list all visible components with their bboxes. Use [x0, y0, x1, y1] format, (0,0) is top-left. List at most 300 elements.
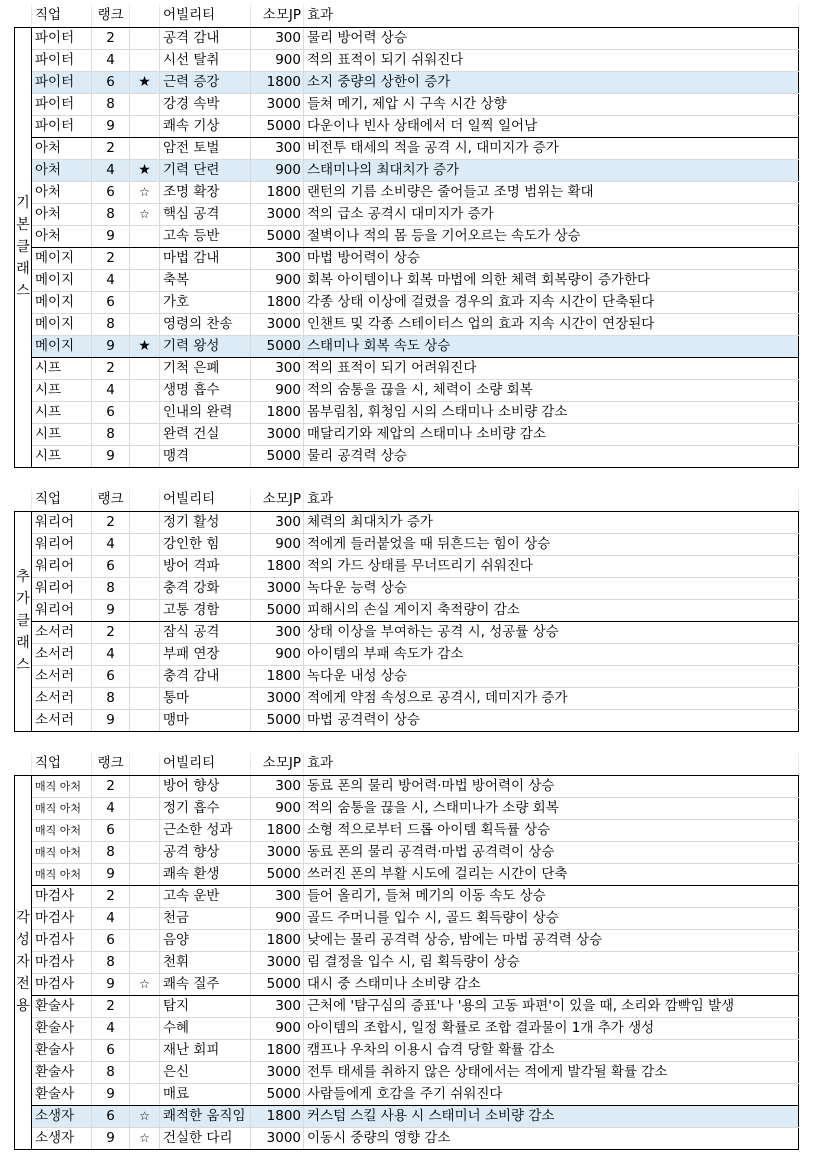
jp-cost-cell: 900 — [251, 533, 304, 555]
table-row — [15, 621, 799, 643]
header-blank — [15, 5, 32, 27]
star-cell — [130, 27, 160, 49]
star-cell — [130, 577, 160, 599]
rank-cell: 4 — [92, 643, 130, 665]
filled-star-icon: ★ — [130, 335, 160, 357]
rank-cell: 4 — [92, 797, 130, 819]
star-cell — [130, 269, 160, 291]
star-cell — [130, 313, 160, 335]
rank-cell: 9 — [92, 445, 130, 467]
star-cell — [130, 511, 160, 533]
rank-cell: 6 — [92, 819, 130, 841]
table-row — [15, 225, 799, 247]
ability-table — [14, 5, 799, 468]
jp-cost-cell: 300 — [251, 27, 304, 49]
rank-cell: 4 — [92, 533, 130, 555]
job-cell: 파이터 — [32, 93, 92, 115]
header-star — [130, 753, 160, 775]
job-cell: 매직 아처 — [32, 863, 92, 885]
hollow-star-icon: ☆ — [130, 1127, 160, 1149]
job-cell: 소서러 — [32, 687, 92, 709]
jp-cost-cell: 1800 — [251, 181, 304, 203]
jp-cost-cell: 900 — [251, 379, 304, 401]
job-cell: 아처 — [32, 137, 92, 159]
ability-cell: 공격 감내 — [160, 27, 251, 49]
ability-table — [14, 489, 799, 732]
header-job: 직업 — [32, 5, 92, 27]
rank-cell: 6 — [92, 291, 130, 313]
jp-cost-cell: 1800 — [251, 929, 304, 951]
star-cell — [130, 995, 160, 1017]
group-label-text: 추 가 클 래 스 — [16, 569, 30, 673]
job-cell: 아처 — [32, 225, 92, 247]
jp-cost-cell: 900 — [251, 797, 304, 819]
ability-cell: 핵심 공격 — [160, 203, 251, 225]
ability-cell: 축복 — [160, 269, 251, 291]
effect-cell: 몸부림침, 휘청임 시의 스태미나 소비량 감소 — [304, 401, 799, 423]
table-row — [15, 819, 799, 841]
job-cell: 시프 — [32, 401, 92, 423]
jp-cost-cell: 300 — [251, 511, 304, 533]
ability-cell: 마법 감내 — [160, 247, 251, 269]
rank-cell: 9 — [92, 1083, 130, 1105]
jp-cost-cell: 3000 — [251, 423, 304, 445]
jp-cost-cell: 3000 — [251, 577, 304, 599]
hollow-star-icon: ☆ — [130, 203, 160, 225]
job-cell: 워리어 — [32, 555, 92, 577]
star-cell — [130, 555, 160, 577]
header-effect: 효과 — [304, 753, 799, 775]
effect-cell: 전투 태세를 취하지 않은 상태에서는 적에게 발각될 확률 감소 — [304, 1061, 799, 1083]
star-cell — [130, 93, 160, 115]
job-cell: 워리어 — [32, 533, 92, 555]
star-cell — [130, 841, 160, 863]
jp-cost-cell: 900 — [251, 269, 304, 291]
ability-cell: 쾌속 질주 — [160, 973, 251, 995]
header-rank: 랭크 — [92, 753, 130, 775]
star-cell — [130, 709, 160, 731]
table-row — [15, 445, 799, 467]
table-row — [15, 115, 799, 137]
effect-cell: 적에게 들러붙었을 때 뒤흔드는 힘이 상승 — [304, 533, 799, 555]
star-cell — [130, 137, 160, 159]
ability-cell: 조명 확장 — [160, 181, 251, 203]
effect-cell: 근처에 '탐구심의 증표'나 '용의 고동 파편'이 있을 때, 소리와 깜빡임 발생 — [304, 995, 799, 1017]
ability-cell: 은신 — [160, 1061, 251, 1083]
header-jp: 소모JP — [251, 753, 304, 775]
jp-cost-cell: 900 — [251, 159, 304, 181]
rank-cell: 8 — [92, 687, 130, 709]
star-cell — [130, 797, 160, 819]
table-row — [15, 511, 799, 533]
job-cell: 환술사 — [32, 1017, 92, 1039]
rank-cell: 6 — [92, 401, 130, 423]
jp-cost-cell: 5000 — [251, 335, 304, 357]
rank-cell: 2 — [92, 137, 130, 159]
effect-cell: 피해시의 손실 게이지 축적량이 감소 — [304, 599, 799, 621]
rank-cell: 4 — [92, 907, 130, 929]
header-row — [15, 5, 799, 27]
job-cell: 마검사 — [32, 907, 92, 929]
effect-cell: 마법 공격력이 상승 — [304, 709, 799, 731]
jp-cost-cell: 1800 — [251, 71, 304, 93]
table-row — [15, 335, 799, 357]
table-row — [15, 1061, 799, 1083]
rank-cell: 8 — [92, 203, 130, 225]
effect-cell: 캠프나 우차의 이용시 습격 당할 확률 감소 — [304, 1039, 799, 1061]
jp-cost-cell: 900 — [251, 1017, 304, 1039]
header-star — [130, 5, 160, 27]
ability-cell: 영령의 찬송 — [160, 313, 251, 335]
star-cell — [130, 819, 160, 841]
effect-cell: 적의 숨통을 끊을 시, 스태미나가 소량 회복 — [304, 797, 799, 819]
effect-cell: 이동시 중량의 영향 감소 — [304, 1127, 799, 1149]
jp-cost-cell: 5000 — [251, 973, 304, 995]
table-row — [15, 203, 799, 225]
hollow-star-icon: ☆ — [130, 1105, 160, 1127]
table-row — [15, 357, 799, 379]
rank-cell: 2 — [92, 995, 130, 1017]
job-cell: 워리어 — [32, 511, 92, 533]
ability-cell: 매료 — [160, 1083, 251, 1105]
table-row — [15, 1039, 799, 1061]
table-row — [15, 929, 799, 951]
job-cell: 매직 아처 — [32, 775, 92, 797]
ability-cell: 맹격 — [160, 445, 251, 467]
rank-cell: 2 — [92, 357, 130, 379]
ability-cell: 음양 — [160, 929, 251, 951]
rank-cell: 2 — [92, 885, 130, 907]
table-row — [15, 181, 799, 203]
effect-cell: 동료 폰의 물리 방어력·마법 방어력이 상승 — [304, 775, 799, 797]
star-cell — [130, 533, 160, 555]
ability-cell: 부패 연장 — [160, 643, 251, 665]
table-row — [15, 687, 799, 709]
ability-cell: 공격 향상 — [160, 841, 251, 863]
table-row — [15, 951, 799, 973]
rank-cell: 4 — [92, 269, 130, 291]
effect-cell: 아이템의 부패 속도가 감소 — [304, 643, 799, 665]
ability-cell: 맹마 — [160, 709, 251, 731]
table-row — [15, 577, 799, 599]
jp-cost-cell: 3000 — [251, 1061, 304, 1083]
effect-cell: 녹다운 능력 상승 — [304, 577, 799, 599]
header-rank: 랭크 — [92, 5, 130, 27]
table-row — [15, 1017, 799, 1039]
job-cell: 메이지 — [32, 247, 92, 269]
rank-cell: 6 — [92, 1039, 130, 1061]
table-row — [15, 555, 799, 577]
job-cell: 환술사 — [32, 1061, 92, 1083]
job-cell: 환술사 — [32, 1039, 92, 1061]
table-row — [15, 379, 799, 401]
effect-cell: 각종 상태 이상에 걸렸을 경우의 효과 지속 시간이 단축된다 — [304, 291, 799, 313]
rank-cell: 9 — [92, 599, 130, 621]
star-cell — [130, 423, 160, 445]
header-jp: 소모JP — [251, 5, 304, 27]
star-cell — [130, 1039, 160, 1061]
jp-cost-cell: 3000 — [251, 951, 304, 973]
jp-cost-cell: 900 — [251, 49, 304, 71]
ability-cell: 충격 감내 — [160, 665, 251, 687]
star-cell — [130, 291, 160, 313]
job-cell: 메이지 — [32, 269, 92, 291]
jp-cost-cell: 900 — [251, 643, 304, 665]
header-job: 직업 — [32, 753, 92, 775]
job-cell: 매직 아처 — [32, 841, 92, 863]
rank-cell: 4 — [92, 379, 130, 401]
effect-cell: 적의 표적이 되기 어려워진다 — [304, 357, 799, 379]
effect-cell: 녹다운 내성 상승 — [304, 665, 799, 687]
job-cell: 환술사 — [32, 1083, 92, 1105]
jp-cost-cell: 300 — [251, 621, 304, 643]
effect-cell: 골드 주머니를 입수 시, 골드 획득량이 상승 — [304, 907, 799, 929]
ability-table — [14, 753, 799, 1150]
group-label — [15, 27, 32, 467]
header-row — [15, 753, 799, 775]
star-cell — [130, 687, 160, 709]
table-row — [15, 93, 799, 115]
star-cell — [130, 643, 160, 665]
ability-cell: 재난 회피 — [160, 1039, 251, 1061]
star-cell — [130, 599, 160, 621]
star-cell — [130, 225, 160, 247]
jp-cost-cell: 1800 — [251, 665, 304, 687]
ability-cell: 방어 향상 — [160, 775, 251, 797]
effect-cell: 적의 표적이 되기 쉬워진다 — [304, 49, 799, 71]
effect-cell: 커스텀 스킬 사용 시 스태미너 소비량 감소 — [304, 1105, 799, 1127]
header-blank — [15, 489, 32, 511]
ability-cell: 시선 탈취 — [160, 49, 251, 71]
effect-cell: 적의 숨통을 끊을 시, 체력이 소량 회복 — [304, 379, 799, 401]
star-cell — [130, 621, 160, 643]
jp-cost-cell: 3000 — [251, 203, 304, 225]
star-cell — [130, 929, 160, 951]
ability-cell: 천금 — [160, 907, 251, 929]
ability-cell: 강경 속박 — [160, 93, 251, 115]
job-cell: 메이지 — [32, 313, 92, 335]
jp-cost-cell: 5000 — [251, 225, 304, 247]
star-cell — [130, 1017, 160, 1039]
star-cell — [130, 247, 160, 269]
jp-cost-cell: 5000 — [251, 1083, 304, 1105]
job-cell: 매직 아처 — [32, 797, 92, 819]
header-ability: 어빌리티 — [160, 5, 251, 27]
job-cell: 마검사 — [32, 885, 92, 907]
effect-cell: 사람들에게 호감을 주기 쉬워진다 — [304, 1083, 799, 1105]
jp-cost-cell: 3000 — [251, 841, 304, 863]
rank-cell: 8 — [92, 423, 130, 445]
rank-cell: 4 — [92, 49, 130, 71]
header-rank: 랭크 — [92, 489, 130, 511]
star-cell — [130, 401, 160, 423]
job-cell: 파이터 — [32, 27, 92, 49]
job-cell: 워리어 — [32, 577, 92, 599]
ability-cell: 천휘 — [160, 951, 251, 973]
table-row — [15, 643, 799, 665]
effect-cell: 물리 방어력 상승 — [304, 27, 799, 49]
group-label-text: 각 성 자 전 용 — [16, 910, 30, 1014]
ability-cell: 쾌적한 움직임 — [160, 1105, 251, 1127]
table-row — [15, 797, 799, 819]
ability-cell: 강인한 힘 — [160, 533, 251, 555]
effect-cell: 적에게 약점 속성으로 공격시, 데미지가 증가 — [304, 687, 799, 709]
ability-cell: 탐지 — [160, 995, 251, 1017]
jp-cost-cell: 900 — [251, 907, 304, 929]
job-cell: 파이터 — [32, 71, 92, 93]
filled-star-icon: ★ — [130, 71, 160, 93]
table-row — [15, 775, 799, 797]
ability-cell: 암전 토벌 — [160, 137, 251, 159]
rank-cell: 8 — [92, 93, 130, 115]
job-cell: 파이터 — [32, 115, 92, 137]
ability-cell: 완력 건실 — [160, 423, 251, 445]
ability-cell: 정기 흡수 — [160, 797, 251, 819]
rank-cell: 6 — [92, 555, 130, 577]
rank-cell: 9 — [92, 115, 130, 137]
group-label — [15, 775, 32, 1149]
job-cell: 시프 — [32, 379, 92, 401]
ability-cell: 고속 운반 — [160, 885, 251, 907]
effect-cell: 들쳐 메기, 제압 시 구속 시간 상향 — [304, 93, 799, 115]
effect-cell: 소형 적으로부터 드롭 아이템 획득률 상승 — [304, 819, 799, 841]
rank-cell: 8 — [92, 1061, 130, 1083]
jp-cost-cell: 3000 — [251, 313, 304, 335]
job-cell: 소서러 — [32, 621, 92, 643]
ability-cell: 건실한 다리 — [160, 1127, 251, 1149]
table-row — [15, 665, 799, 687]
rank-cell: 4 — [92, 1017, 130, 1039]
rank-cell: 2 — [92, 511, 130, 533]
star-cell — [130, 379, 160, 401]
effect-cell: 낮에는 물리 공격력 상승, 밤에는 마법 공격력 상승 — [304, 929, 799, 951]
effect-cell: 체력의 최대치가 증가 — [304, 511, 799, 533]
jp-cost-cell: 300 — [251, 775, 304, 797]
table-row — [15, 885, 799, 907]
ability-cell: 생명 흡수 — [160, 379, 251, 401]
ability-cell: 방어 격파 — [160, 555, 251, 577]
table-row — [15, 1127, 799, 1149]
star-cell — [130, 115, 160, 137]
star-cell — [130, 357, 160, 379]
rank-cell: 6 — [92, 929, 130, 951]
rank-cell: 6 — [92, 181, 130, 203]
rank-cell: 2 — [92, 247, 130, 269]
ability-cell: 고통 경함 — [160, 599, 251, 621]
table-row — [15, 533, 799, 555]
star-cell — [130, 885, 160, 907]
job-cell: 아처 — [32, 159, 92, 181]
job-cell: 환술사 — [32, 995, 92, 1017]
ability-cell: 근소한 성과 — [160, 819, 251, 841]
job-cell: 마검사 — [32, 951, 92, 973]
job-cell: 시프 — [32, 445, 92, 467]
job-cell: 아처 — [32, 181, 92, 203]
star-cell — [130, 775, 160, 797]
effect-cell: 동료 폰의 물리 공격력·마법 공격력이 상승 — [304, 841, 799, 863]
jp-cost-cell: 1800 — [251, 555, 304, 577]
job-cell: 소서러 — [32, 643, 92, 665]
ability-cell: 가호 — [160, 291, 251, 313]
jp-cost-cell: 3000 — [251, 687, 304, 709]
rank-cell: 6 — [92, 1105, 130, 1127]
job-cell: 파이터 — [32, 49, 92, 71]
ability-cell: 기척 은폐 — [160, 357, 251, 379]
table-row — [15, 907, 799, 929]
effect-cell: 인챈트 및 각종 스테이터스 업의 효과 지속 시간이 연장된다 — [304, 313, 799, 335]
effect-cell: 절벽이나 적의 몸 등을 기어오르는 속도가 상승 — [304, 225, 799, 247]
effect-cell: 스태미나의 최대치가 증가 — [304, 159, 799, 181]
rank-cell: 9 — [92, 1127, 130, 1149]
hollow-star-icon: ☆ — [130, 181, 160, 203]
jp-cost-cell: 1800 — [251, 1105, 304, 1127]
effect-cell: 물리 공격력 상승 — [304, 445, 799, 467]
star-cell — [130, 1083, 160, 1105]
star-cell — [130, 445, 160, 467]
rank-cell: 8 — [92, 841, 130, 863]
ability-cell: 잠식 공격 — [160, 621, 251, 643]
group-label-text: 기 본 클 래 스 — [16, 195, 30, 299]
table-row — [15, 401, 799, 423]
header-star — [130, 489, 160, 511]
job-cell: 소서러 — [32, 665, 92, 687]
table-row — [15, 1083, 799, 1105]
rank-cell: 8 — [92, 313, 130, 335]
job-cell: 마검사 — [32, 973, 92, 995]
ability-cell: 쾌속 기상 — [160, 115, 251, 137]
ability-cell: 쾌속 환생 — [160, 863, 251, 885]
effect-cell: 적의 급소 공격시 대미지가 증가 — [304, 203, 799, 225]
table-row — [15, 709, 799, 731]
job-cell: 소서러 — [32, 709, 92, 731]
table-row — [15, 1105, 799, 1127]
effect-cell: 매달리기와 제압의 스태미나 소비량 감소 — [304, 423, 799, 445]
job-cell: 메이지 — [32, 335, 92, 357]
header-row — [15, 489, 799, 511]
jp-cost-cell: 5000 — [251, 863, 304, 885]
ability-cell: 수혜 — [160, 1017, 251, 1039]
jp-cost-cell: 5000 — [251, 115, 304, 137]
jp-cost-cell: 1800 — [251, 291, 304, 313]
job-cell: 매직 아처 — [32, 819, 92, 841]
effect-cell: 다운이나 빈사 상태에서 더 일찍 일어남 — [304, 115, 799, 137]
ability-cell: 고속 등반 — [160, 225, 251, 247]
group-label — [15, 511, 32, 731]
effect-cell: 스태미나 회복 속도 상승 — [304, 335, 799, 357]
table-row — [15, 863, 799, 885]
rank-cell: 9 — [92, 225, 130, 247]
rank-cell: 8 — [92, 951, 130, 973]
jp-cost-cell: 5000 — [251, 709, 304, 731]
table-row — [15, 159, 799, 181]
star-cell — [130, 665, 160, 687]
table-row — [15, 137, 799, 159]
ability-cell: 기력 단련 — [160, 159, 251, 181]
header-blank — [15, 753, 32, 775]
effect-cell: 림 결정을 입수 시, 림 획득량이 상승 — [304, 951, 799, 973]
jp-cost-cell: 300 — [251, 885, 304, 907]
table-row — [15, 71, 799, 93]
rank-cell: 8 — [92, 577, 130, 599]
job-cell: 메이지 — [32, 291, 92, 313]
jp-cost-cell: 5000 — [251, 445, 304, 467]
effect-cell: 마법 방어력이 상승 — [304, 247, 799, 269]
job-cell: 시프 — [32, 357, 92, 379]
jp-cost-cell: 3000 — [251, 1127, 304, 1149]
jp-cost-cell: 1800 — [251, 401, 304, 423]
rank-cell: 2 — [92, 621, 130, 643]
star-cell — [130, 863, 160, 885]
